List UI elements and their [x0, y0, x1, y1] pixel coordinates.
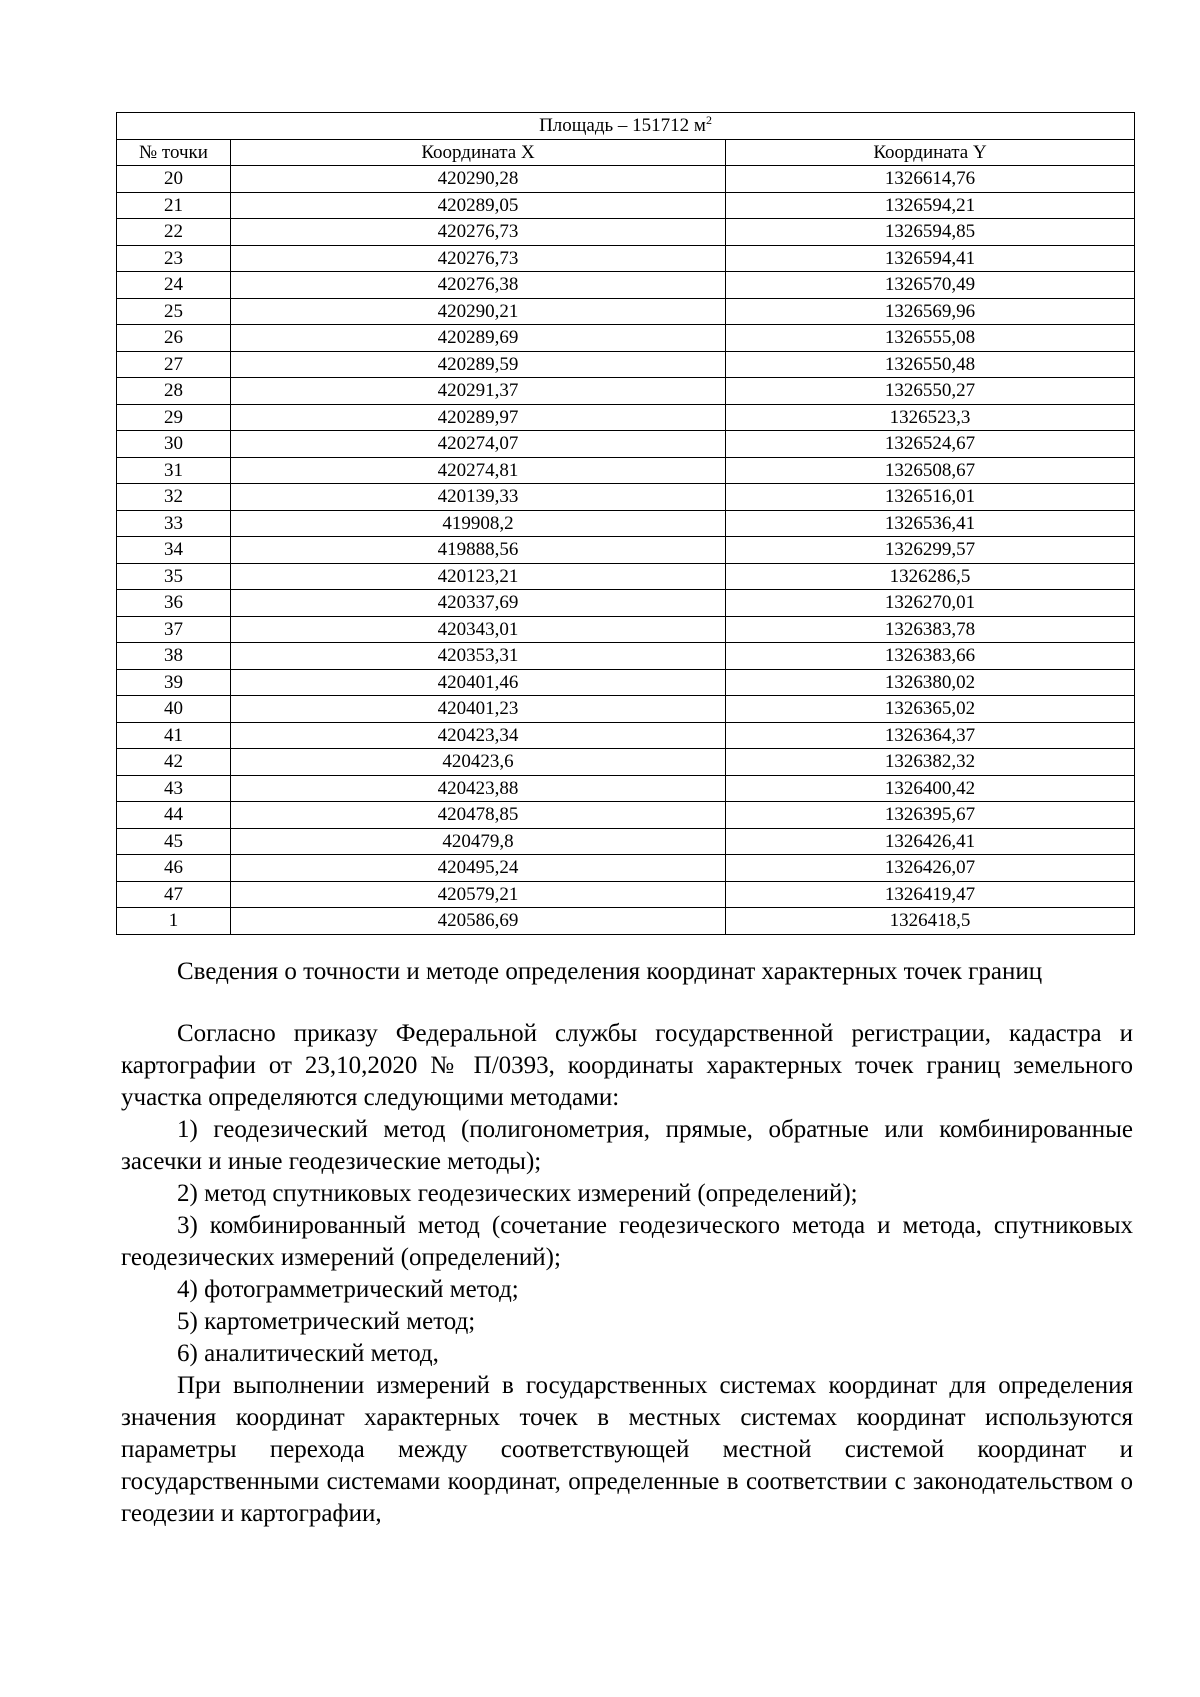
table-row — [117, 908, 1135, 935]
point-number-cell: 35 — [117, 563, 231, 590]
table-row — [117, 404, 1135, 431]
coordinate-x-cell: 420495,24 — [231, 855, 726, 882]
coordinate-x-cell: 420289,97 — [231, 404, 726, 431]
table-row — [117, 828, 1135, 855]
closing-paragraph: При выполнении измерений в государственных системах координат для определения значения координат характерных точек в местных системах координат используются параметры перехода между соответствующей местной системой координат и государственными системами координат, определенные в соответствии с законодательством о геодезии и картографии, — [121, 1372, 1133, 1527]
method-item-4: 4) фотограмметрический метод; — [177, 1276, 519, 1303]
table-row — [117, 166, 1135, 193]
point-number-cell: 31 — [117, 457, 231, 484]
point-number-cell: 24 — [117, 272, 231, 299]
table-row — [117, 192, 1135, 219]
coordinate-y-cell: 1326524,67 — [726, 431, 1135, 458]
table-row — [117, 298, 1135, 325]
coordinate-x-cell: 420579,21 — [231, 881, 726, 908]
coordinate-y-cell: 1326550,27 — [726, 378, 1135, 405]
coordinate-y-cell: 1326426,07 — [726, 855, 1135, 882]
coordinate-y-cell: 1326594,41 — [726, 245, 1135, 272]
point-number-cell: 36 — [117, 590, 231, 617]
table-row — [117, 669, 1135, 696]
point-number-cell: 20 — [117, 166, 231, 193]
coordinate-y-cell: 1326594,21 — [726, 192, 1135, 219]
coordinate-y-cell: 1326365,02 — [726, 696, 1135, 723]
coordinate-x-cell: 420139,33 — [231, 484, 726, 511]
coordinate-y-cell: 1326299,57 — [726, 537, 1135, 564]
coordinate-y-cell: 1326382,32 — [726, 749, 1135, 776]
coordinate-x-cell: 420479,8 — [231, 828, 726, 855]
coordinate-x-cell: 420289,05 — [231, 192, 726, 219]
coordinate-x-cell: 420586,69 — [231, 908, 726, 935]
table-row — [117, 351, 1135, 378]
coordinate-y-cell: 1326400,42 — [726, 775, 1135, 802]
point-number-cell: 39 — [117, 669, 231, 696]
point-number-cell: 38 — [117, 643, 231, 670]
coordinate-x-cell: 420337,69 — [231, 590, 726, 617]
table-row — [117, 563, 1135, 590]
table-row — [117, 802, 1135, 829]
point-number-cell: 25 — [117, 298, 231, 325]
coordinate-y-cell: 1326536,41 — [726, 510, 1135, 537]
table-row — [117, 378, 1135, 405]
coordinate-x-cell: 420289,59 — [231, 351, 726, 378]
table-row — [117, 722, 1135, 749]
point-number-cell: 29 — [117, 404, 231, 431]
header-coordinate-x: Координата X — [231, 139, 726, 166]
table-row — [117, 484, 1135, 511]
table-row — [117, 457, 1135, 484]
point-number-cell: 37 — [117, 616, 231, 643]
coordinate-y-cell: 1326426,41 — [726, 828, 1135, 855]
coordinates-table — [116, 112, 1135, 935]
coordinate-x-cell: 420401,46 — [231, 669, 726, 696]
intro-paragraph: Согласно приказу Федеральной службы государственной регистрации, кадастра и картографии от 23,10,2020 № П/0393, координаты характерных точек границ земельного участка определяются следующими методами: — [121, 1020, 1133, 1111]
coordinate-y-cell: 1326286,5 — [726, 563, 1135, 590]
coordinate-x-cell: 420290,21 — [231, 298, 726, 325]
table-row — [117, 219, 1135, 246]
coordinate-y-cell: 1326614,76 — [726, 166, 1135, 193]
table-row — [117, 510, 1135, 537]
point-number-cell: 22 — [117, 219, 231, 246]
coordinate-x-cell: 420423,88 — [231, 775, 726, 802]
coordinate-y-cell: 1326523,3 — [726, 404, 1135, 431]
coordinate-x-cell: 420423,34 — [231, 722, 726, 749]
table-row — [117, 643, 1135, 670]
table-row — [117, 272, 1135, 299]
area-label: Площадь – 151712 м — [539, 115, 706, 136]
point-number-cell: 32 — [117, 484, 231, 511]
method-item-6: 6) аналитический метод, — [177, 1340, 439, 1367]
coordinate-x-cell: 420274,81 — [231, 457, 726, 484]
method-item-2: 2) метод спутниковых геодезических измерений (определений); — [177, 1180, 858, 1207]
point-number-cell: 30 — [117, 431, 231, 458]
header-coordinate-y: Координата Y — [726, 139, 1135, 166]
table-row — [117, 537, 1135, 564]
point-number-cell: 33 — [117, 510, 231, 537]
point-number-cell: 45 — [117, 828, 231, 855]
coordinate-x-cell: 420276,73 — [231, 245, 726, 272]
table-row — [117, 616, 1135, 643]
point-number-cell: 23 — [117, 245, 231, 272]
area-row — [117, 113, 1135, 140]
area-unit-exponent: 2 — [705, 113, 712, 127]
table-row — [117, 590, 1135, 617]
method-item-5: 5) картометрический метод; — [177, 1308, 476, 1335]
coordinate-x-cell: 420123,21 — [231, 563, 726, 590]
point-number-cell: 47 — [117, 881, 231, 908]
header-point-number: № точки — [117, 139, 231, 166]
coordinate-x-cell: 419888,56 — [231, 537, 726, 564]
coordinate-x-cell: 420343,01 — [231, 616, 726, 643]
coordinate-y-cell: 1326570,49 — [726, 272, 1135, 299]
table-row — [117, 775, 1135, 802]
table-row — [117, 881, 1135, 908]
point-number-cell: 1 — [117, 908, 231, 935]
coordinate-x-cell: 420478,85 — [231, 802, 726, 829]
coordinate-y-cell: 1326270,01 — [726, 590, 1135, 617]
coordinate-y-cell: 1326395,67 — [726, 802, 1135, 829]
table-row — [117, 431, 1135, 458]
point-number-cell: 43 — [117, 775, 231, 802]
point-number-cell: 28 — [117, 378, 231, 405]
coordinate-x-cell: 420290,28 — [231, 166, 726, 193]
coordinate-y-cell: 1326419,47 — [726, 881, 1135, 908]
body-text — [121, 956, 1133, 1530]
table-row — [117, 325, 1135, 352]
coordinate-y-cell: 1326594,85 — [726, 219, 1135, 246]
method-item-3: 3) комбинированный метод (сочетание геодезического метода и метода, спутниковых геодезических измерений (определений); — [121, 1212, 1133, 1271]
coordinate-y-cell: 1326508,67 — [726, 457, 1135, 484]
table-row — [117, 749, 1135, 776]
coordinate-x-cell: 420423,6 — [231, 749, 726, 776]
coordinate-y-cell: 1326380,02 — [726, 669, 1135, 696]
coordinate-x-cell: 420276,73 — [231, 219, 726, 246]
point-number-cell: 42 — [117, 749, 231, 776]
point-number-cell: 44 — [117, 802, 231, 829]
coordinate-x-cell: 420401,23 — [231, 696, 726, 723]
coordinate-x-cell: 420289,69 — [231, 325, 726, 352]
coordinates-table-body — [117, 113, 1135, 935]
coordinate-y-cell: 1326418,5 — [726, 908, 1135, 935]
method-item-1: 1) геодезический метод (полигонометрия, прямые, обратные или комбинированные засечки и иные геодезические методы); — [121, 1116, 1133, 1175]
coordinate-y-cell: 1326555,08 — [726, 325, 1135, 352]
point-number-cell: 40 — [117, 696, 231, 723]
coordinate-y-cell: 1326383,78 — [726, 616, 1135, 643]
area-cell — [117, 113, 1135, 140]
point-number-cell: 27 — [117, 351, 231, 378]
section-heading: Сведения о точности и методе определения координат характерных точек границ — [177, 958, 1043, 985]
coordinate-y-cell: 1326383,66 — [726, 643, 1135, 670]
coordinate-y-cell: 1326364,37 — [726, 722, 1135, 749]
coordinate-y-cell: 1326550,48 — [726, 351, 1135, 378]
coordinate-x-cell: 419908,2 — [231, 510, 726, 537]
point-number-cell: 34 — [117, 537, 231, 564]
coordinate-y-cell: 1326516,01 — [726, 484, 1135, 511]
coordinate-y-cell: 1326569,96 — [726, 298, 1135, 325]
table-row — [117, 855, 1135, 882]
coordinate-x-cell: 420353,31 — [231, 643, 726, 670]
coordinate-x-cell: 420274,07 — [231, 431, 726, 458]
point-number-cell: 26 — [117, 325, 231, 352]
point-number-cell: 21 — [117, 192, 231, 219]
point-number-cell: 46 — [117, 855, 231, 882]
header-row — [117, 139, 1135, 166]
table-row — [117, 245, 1135, 272]
table-row — [117, 696, 1135, 723]
coordinate-x-cell: 420276,38 — [231, 272, 726, 299]
coordinate-x-cell: 420291,37 — [231, 378, 726, 405]
point-number-cell: 41 — [117, 722, 231, 749]
